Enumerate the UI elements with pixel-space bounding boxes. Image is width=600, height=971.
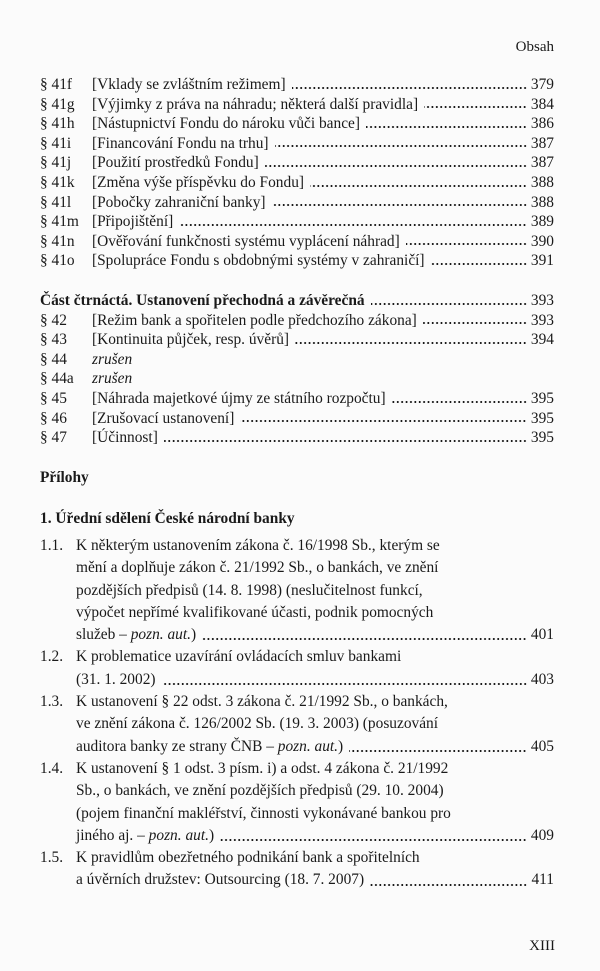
- toc-entry: [40, 428, 554, 448]
- running-head: Obsah: [515, 39, 554, 55]
- dot-leader: [366, 125, 527, 129]
- appendix-line-tail: ): [338, 737, 344, 755]
- dot-leader: [272, 203, 527, 207]
- appendix-subheading: 1. Úřední sdělení České národní banky: [40, 510, 295, 527]
- page-number: 405: [530, 737, 554, 755]
- section-number: § 43: [40, 331, 67, 349]
- page-number: 384: [530, 95, 554, 113]
- appendix-line: výpočet nepřímé kvalifikované účasti, podnik pomocných: [76, 603, 434, 621]
- dot-leader: [265, 164, 527, 168]
- appendix-line-tail: ): [208, 826, 215, 844]
- section-number: § 41o: [40, 252, 75, 270]
- appendix-line: K ustanovení § 1 odst. 3 písm. i) a odst. 4 zákona č. 21/1992: [76, 759, 449, 777]
- toc-entry: [40, 134, 554, 154]
- dot-leader: [179, 223, 527, 227]
- appendix-line: ve znění zákona č. 126/2002 Sb. (19. 3. 2003) (posuzování: [76, 715, 439, 733]
- page-number: 411: [531, 871, 554, 889]
- toc-entry: [40, 153, 554, 173]
- toc-entry: [40, 212, 554, 232]
- toc-sections-41: [40, 75, 554, 271]
- page-number: 388: [530, 193, 554, 211]
- section-number: § 41j: [40, 154, 72, 172]
- appendix-line: (31. 1. 2002): [76, 670, 156, 688]
- dot-leader: [164, 439, 527, 443]
- appendix-line: mění a doplňuje zákon č. 21/1992 Sb., o bankách, ve znění: [76, 559, 439, 577]
- toc-entry: [40, 251, 554, 271]
- toc-entry: [40, 409, 554, 429]
- author-note: pozn. aut.: [130, 626, 192, 644]
- appendices-heading: Přílohy: [40, 469, 89, 486]
- page-number: 394: [530, 331, 554, 349]
- section-number: § 41n: [40, 232, 75, 250]
- author-note: pozn. aut.: [148, 826, 209, 844]
- section-number: § 47: [40, 429, 67, 447]
- dot-leader: [310, 184, 527, 188]
- dot-leader: [292, 86, 527, 90]
- dot-leader: [431, 262, 527, 266]
- dot-leader: [220, 838, 527, 842]
- page-number: 379: [530, 76, 554, 93]
- toc-entry: [40, 75, 554, 95]
- toc-entry: [40, 311, 554, 331]
- appendix-last-line: [76, 624, 554, 646]
- toc-entry: [40, 232, 554, 252]
- dot-leader: [349, 749, 527, 753]
- section-number: § 41i: [40, 134, 72, 152]
- appendix-item: [40, 847, 554, 892]
- section-number: § 41l: [40, 193, 72, 211]
- entry-title: [Financování Fondu na trhu]: [92, 134, 269, 152]
- page-number: 401: [530, 626, 554, 644]
- appendix-number: 1.1.: [40, 537, 64, 554]
- entry-title: zrušen: [92, 350, 133, 368]
- page-number: 388: [530, 173, 554, 191]
- appendix-last-line: [76, 869, 554, 891]
- page-number: 395: [530, 409, 554, 427]
- entry-title: [Režim bank a spořitelen podle předchozího zákona]: [92, 311, 417, 329]
- page-number: 403: [530, 670, 554, 688]
- page-number: 386: [530, 115, 554, 133]
- appendix-line: (pojem finanční makléřství, činnosti vykonávané bankou pro: [76, 804, 451, 822]
- page-number: 393: [530, 311, 554, 329]
- page-number: 387: [530, 134, 554, 152]
- section-number: § 41m: [40, 213, 79, 231]
- appendix-line: auditora banky ze strany ČNB –: [76, 737, 278, 755]
- entry-title: [Připojištění]: [92, 213, 174, 231]
- entry-title: [Kontinuita půjček, resp. úvěrů]: [92, 331, 290, 349]
- section-number: § 41f: [40, 76, 73, 93]
- dot-leader: [275, 144, 527, 148]
- entry-title: [Ověřování funkčnosti systému vyplácení náhrad]: [92, 232, 400, 250]
- appendix-number: 1.4.: [40, 759, 64, 777]
- dot-leader: [423, 321, 527, 325]
- appendix-last-line: [76, 736, 554, 758]
- appendix-last-line: [76, 825, 554, 847]
- appendix-line: K pravidlům obezřetného podnikání bank a spořitelních: [76, 849, 420, 867]
- appendix-number: 1.5.: [40, 849, 64, 867]
- dot-leader: [240, 419, 527, 423]
- page-number: 409: [530, 826, 554, 844]
- page-folio: XIII: [529, 938, 555, 954]
- page-number: 395: [530, 429, 554, 447]
- entry-title: [Náhrada majetkové újmy ze státního rozpočtu]: [92, 389, 386, 407]
- section-number: § 44: [40, 350, 67, 368]
- appendix-item: [40, 646, 554, 691]
- appendix-line: K ustanovení § 22 odst. 3 zákona č. 21/1992 Sb., o bankách,: [76, 693, 448, 711]
- appendix-item: [40, 535, 554, 646]
- appendix-last-line: [76, 669, 554, 691]
- appendix-line: K problematice uzavírání ovládacích smluv bankami: [76, 648, 402, 666]
- section-number: § 42: [40, 311, 67, 329]
- appendix-line: jiného aj. –: [76, 826, 149, 844]
- section-number: § 41g: [40, 95, 75, 113]
- dot-leader: [392, 400, 527, 404]
- entry-title: [Účinnost]: [92, 429, 158, 447]
- toc-entry: [40, 193, 554, 213]
- appendix-line: K některým ustanovením zákona č. 16/1998 Sb., kterým se: [76, 537, 440, 554]
- appendix-number: 1.3.: [40, 693, 64, 711]
- page-number: 393: [530, 292, 554, 309]
- section-number: § 41k: [40, 173, 75, 191]
- entry-title: [Změna výše příspěvku do Fondu]: [92, 173, 305, 191]
- entry-title: zrušen: [92, 370, 133, 388]
- dot-leader: [406, 242, 527, 246]
- toc-entry: [40, 114, 554, 134]
- dot-leader: [295, 341, 527, 345]
- toc-entry: [40, 369, 554, 389]
- toc-part-fourteen: [40, 291, 554, 448]
- appendix-number: 1.2.: [40, 648, 64, 666]
- part-heading: [40, 291, 554, 311]
- dot-leader: [424, 105, 527, 109]
- page-number: 391: [530, 252, 554, 270]
- part-title: Část čtrnáctá. Ustanovení přechodná a závěrečná: [40, 292, 365, 309]
- toc-entry: [40, 350, 554, 370]
- appendix-line: služeb –: [76, 626, 131, 644]
- page-number: 387: [530, 154, 554, 172]
- author-note: pozn. aut.: [277, 737, 339, 755]
- appendix-line: pozdějších předpisů (14. 8. 1998) (neslučitelnost funkcí,: [76, 581, 423, 599]
- appendix-line: Sb., o bankách, ve znění pozdějších předpisů (29. 10. 2004): [76, 782, 444, 800]
- appendix-item: [40, 691, 554, 758]
- section-number: § 44a: [40, 370, 74, 388]
- entry-title: [Použití prostředků Fondu]: [92, 154, 259, 172]
- appendix-line-tail: ): [191, 626, 197, 644]
- toc-entry: [40, 173, 554, 193]
- dot-leader: [371, 302, 527, 306]
- page-number: 390: [530, 232, 554, 250]
- entry-title: [Nástupnictví Fondu do nároku vůči bance]: [92, 115, 360, 133]
- section-number: § 46: [40, 409, 67, 427]
- toc-entry: [40, 95, 554, 115]
- page-number: 389: [530, 213, 554, 231]
- appendix-line: a úvěrních družstev: Outsourcing (18. 7. 2007): [76, 871, 365, 889]
- appendix-item: [40, 758, 554, 847]
- entry-title: [Vklady se zvláštním režimem]: [92, 76, 286, 93]
- toc-entry: [40, 330, 554, 350]
- entry-title: [Spolupráce Fondu s obdobnými systémy v zahraničí]: [92, 252, 425, 270]
- dot-leader: [162, 682, 527, 686]
- appendix-list: [40, 535, 554, 892]
- page-number: 395: [530, 389, 554, 407]
- entry-title: [Pobočky zahraniční banky]: [92, 193, 266, 211]
- dot-leader: [202, 637, 527, 641]
- entry-title: [Výjimky z práva na náhradu; některá další pravidla]: [92, 95, 419, 113]
- section-number: § 41h: [40, 115, 75, 133]
- toc-entry: [40, 389, 554, 409]
- entry-title: [Zrušovací ustanovení]: [92, 409, 235, 427]
- dot-leader: [370, 883, 527, 887]
- section-number: § 45: [40, 389, 67, 407]
